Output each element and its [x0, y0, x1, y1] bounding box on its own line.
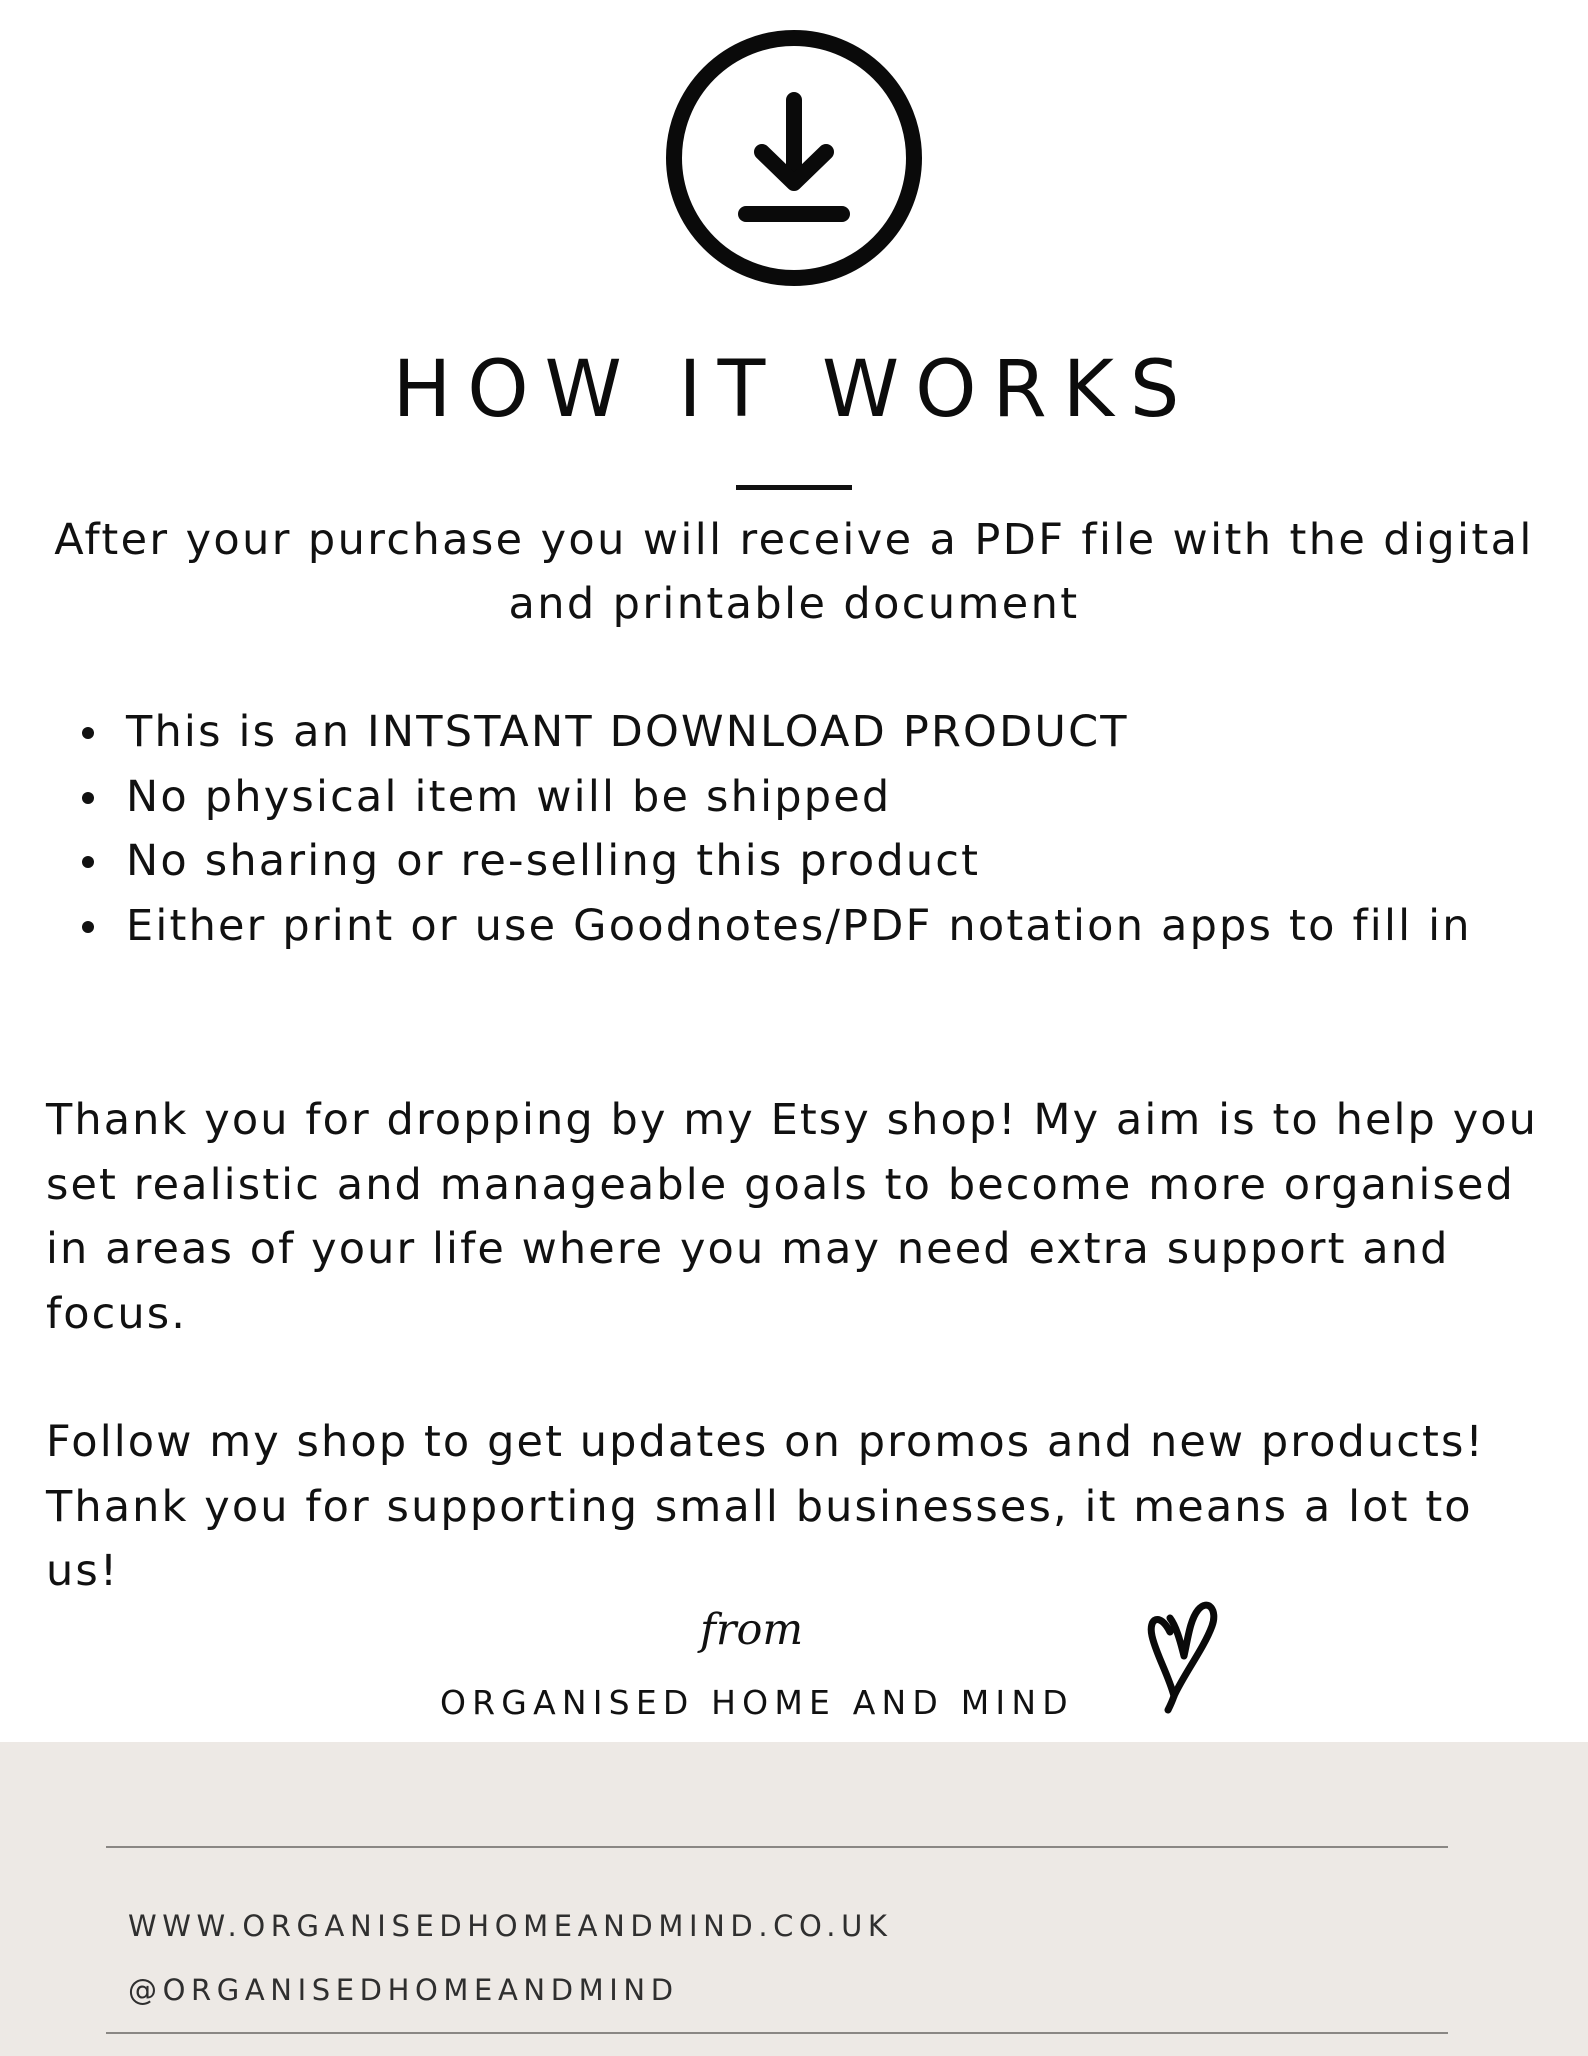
bullet-dot [82, 727, 94, 739]
bullet-list [72, 700, 1572, 958]
bullet-dot [82, 921, 94, 933]
list-item-text: No sharing or re-selling this product [126, 836, 981, 886]
list-item [72, 700, 1572, 765]
bullet-dot [82, 856, 94, 868]
intro-text: After your purchase you will receive a PDF file with the digital and printable document [54, 515, 1534, 629]
footer-divider-top [106, 1846, 1448, 1848]
list-item-text: This is an INTSTANT DOWNLOAD PRODUCT [126, 707, 1129, 757]
bullet-dot [82, 792, 94, 804]
signature-shop-name: ORGANISED HOME AND MIND [440, 1683, 1074, 1722]
download-circle-icon [664, 28, 924, 288]
heart-icon [1140, 1596, 1230, 1714]
footer-website: WWW.ORGANISEDHOMEANDMIND.CO.UK [128, 1909, 893, 1943]
thank-you-paragraph: Thank you for dropping by my Etsy shop! My aim is to help you set realistic and manageable goals to become more organised in areas of your life where you may need extra support and focus. [46, 1095, 1539, 1339]
list-item-text: Either print or use Goodnotes/PDF notation apps to fill in [126, 900, 1472, 951]
footer [0, 1742, 1588, 2056]
list-item-text: No physical item will be shipped [126, 771, 892, 822]
follow-paragraph: Follow my shop to get updates on promos and new products! Thank you for supporting small businesses, it means a lot to us! [46, 1417, 1485, 1596]
list-item [72, 765, 1572, 830]
footer-divider-bottom [106, 2032, 1448, 2034]
signature-from: from [700, 1605, 804, 1655]
list-item [72, 894, 1572, 959]
page-title: HOW IT WORKS [392, 345, 1196, 435]
footer-social-handle: @ORGANISEDHOMEANDMIND [128, 1973, 679, 2007]
title-divider [736, 485, 852, 490]
list-item [72, 829, 1572, 894]
